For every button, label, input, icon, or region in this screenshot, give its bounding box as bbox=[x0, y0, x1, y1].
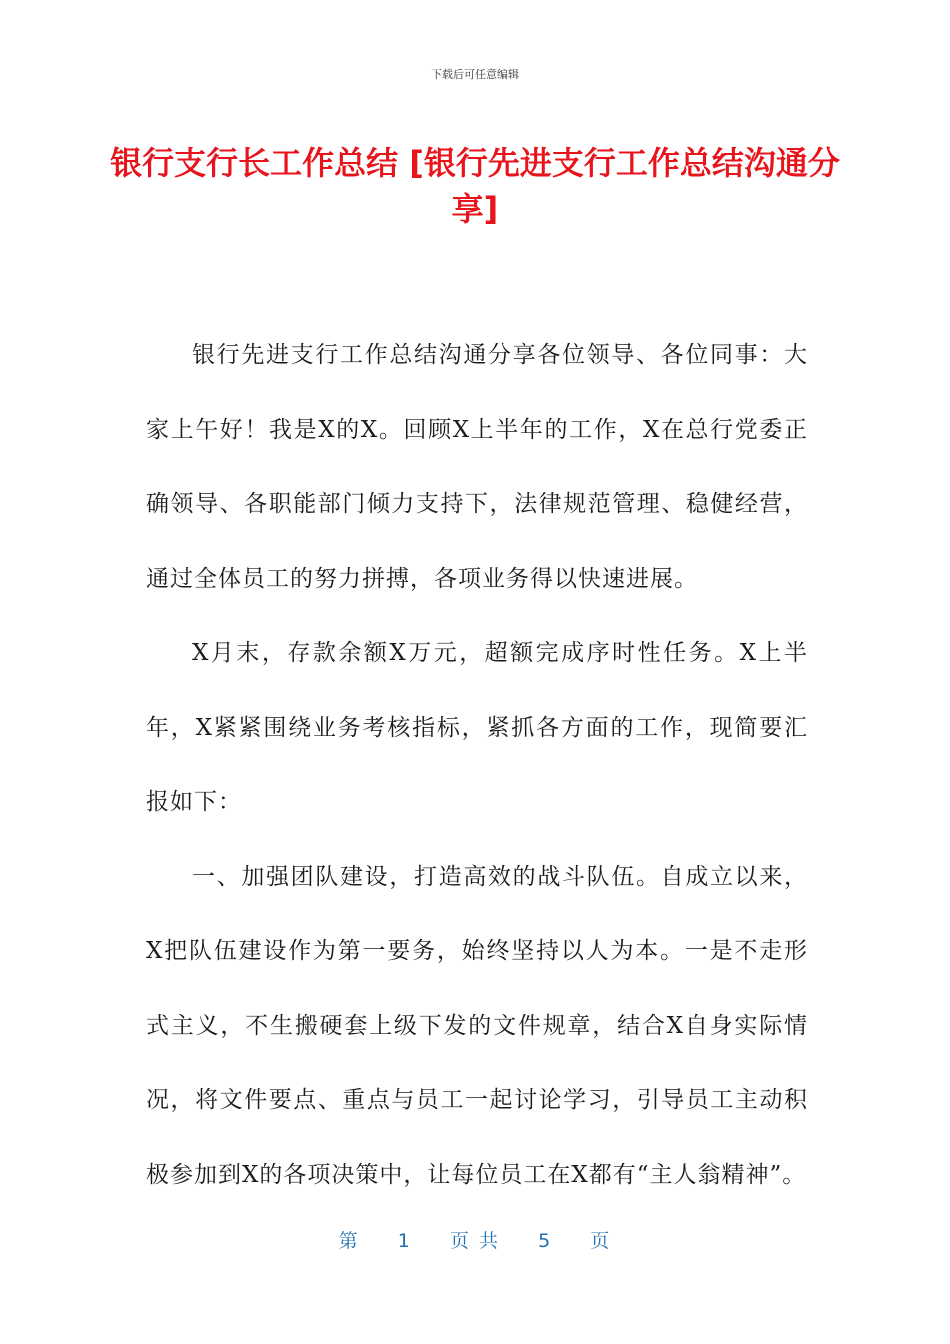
document-title: 银行支行长工作总结 [银行先进支行工作总结沟通分享] bbox=[110, 144, 840, 228]
paragraph: 银行先进支行工作总结沟通分享各位领导、各位同事：大家上午好！我是X的X。回顾X上半年的工作，X在总行党委正确领导、各职能部门倾力支持下，法律规范管理、稳健经营，通过全体员工的努力拼搏，各项业务得以快速进展。 bbox=[146, 342, 808, 592]
total-pages-number: 5 bbox=[538, 1230, 553, 1252]
document-body bbox=[146, 318, 808, 1212]
page-suffix: 页 bbox=[590, 1230, 612, 1252]
header-note: 下载后可任意编辑 bbox=[431, 68, 519, 81]
page-mid-text: 页 共 bbox=[449, 1230, 501, 1252]
page-prefix: 第 bbox=[338, 1230, 360, 1252]
current-page-number: 1 bbox=[397, 1230, 412, 1252]
paragraph: 一、加强团队建设，打造高效的战斗队伍。自成立以来，X把队伍建设作为第一要务，始终坚持以人为本。一是不走形式主义，不生搬硬套上级下发的文件规章，结合X自身实际情况，将文件要点、重点与员工一起讨论学习，引导员工主动积极参加到X的各项决策中，让每位员工在X都有“主人翁精神”。 bbox=[146, 863, 808, 1188]
paragraph: X月末，存款余额X万元，超额完成序时性任务。X上半年，X紧紧围绕业务考核指标，紧抓各方面的工作，现简要汇报如下： bbox=[146, 640, 808, 815]
page-footer bbox=[0, 1226, 950, 1253]
